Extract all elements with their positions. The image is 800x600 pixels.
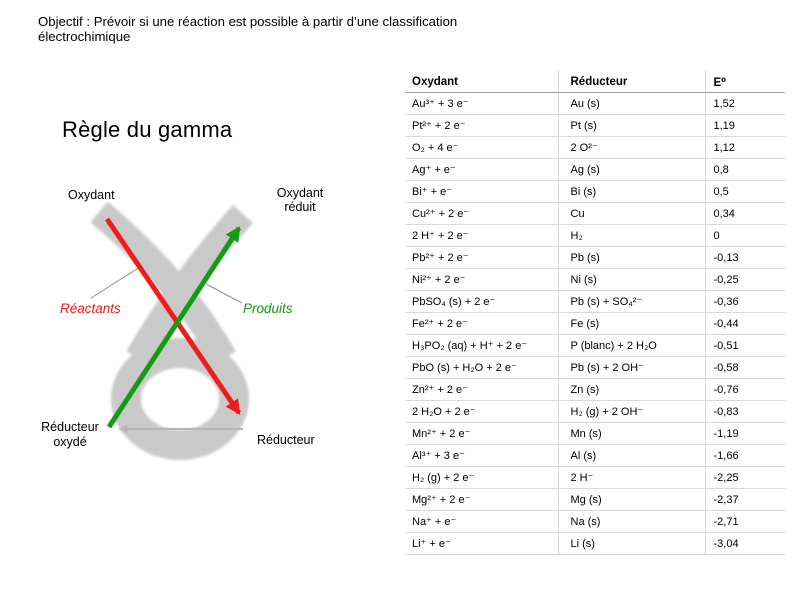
table-cell: -2,71 — [705, 511, 785, 533]
table-cell: Pb (s) + SO₄²⁻ — [558, 291, 705, 313]
column-header-e0: E⁰ — [705, 71, 785, 93]
table-cell: Au (s) — [558, 93, 705, 115]
oxidized-reductant-label — [36, 420, 104, 449]
table-row — [405, 357, 785, 379]
table-cell: Fe²⁺ + 2 e⁻ — [405, 313, 558, 335]
table-row — [405, 511, 785, 533]
table-row — [405, 313, 785, 335]
table-cell: -3,04 — [705, 533, 785, 555]
table-cell: Li⁺ + e⁻ — [405, 533, 558, 555]
table-cell: Mn (s) — [558, 423, 705, 445]
table-cell: 1,52 — [705, 93, 785, 115]
table-cell: Zn²⁺ + 2 e⁻ — [405, 379, 558, 401]
objective-line-2: électrochimique — [38, 28, 131, 44]
objective-text — [38, 15, 457, 44]
table-cell: -0,36 — [705, 291, 785, 313]
table-cell: 0 — [705, 225, 785, 247]
reduced-oxidant-line-2: réduit — [284, 200, 316, 214]
table-cell: Mn²⁺ + 2 e⁻ — [405, 423, 558, 445]
reduced-oxidant-line-1: Oxydant — [276, 186, 324, 200]
table-cell: Cu²⁺ + 2 e⁻ — [405, 203, 558, 225]
products-label: Produits — [243, 301, 293, 316]
table-cell: -0,58 — [705, 357, 785, 379]
reactants-pointer-line — [91, 267, 140, 298]
table-cell: 1,19 — [705, 115, 785, 137]
gamma-rule-title: Règle du gamma — [62, 117, 233, 142]
table-row — [405, 203, 785, 225]
table-cell: Ag⁺ + e⁻ — [405, 159, 558, 181]
table-cell: -1,19 — [705, 423, 785, 445]
reactants-label: Réactants — [60, 301, 121, 316]
table-cell: Al³⁺ + 3 e⁻ — [405, 445, 558, 467]
table-cell: -0,25 — [705, 269, 785, 291]
table-row — [405, 159, 785, 181]
table-cell: 0,34 — [705, 203, 785, 225]
table-cell: Al (s) — [558, 445, 705, 467]
redox-potential-table — [405, 71, 785, 555]
table-cell: H₂ (g) + 2 e⁻ — [405, 467, 558, 489]
reduced-oxidant-label — [266, 186, 334, 214]
table-row — [405, 93, 785, 115]
table-cell: -0,76 — [705, 379, 785, 401]
table-cell: Ni (s) — [558, 269, 705, 291]
table-cell: 2 H⁻ — [558, 467, 705, 489]
table-cell: Na (s) — [558, 511, 705, 533]
table-row — [405, 335, 785, 357]
table-cell: Mg (s) — [558, 489, 705, 511]
table-cell: -0,13 — [705, 247, 785, 269]
table-row — [405, 137, 785, 159]
oxidant-label: Oxydant — [68, 188, 115, 202]
table-cell: H₃PO₂ (aq) + H⁺ + 2 e⁻ — [405, 335, 558, 357]
table-cell: -0,51 — [705, 335, 785, 357]
oxidized-reductant-line-1: Réducteur — [41, 420, 99, 434]
table-row — [405, 225, 785, 247]
table-cell: Bi⁺ + e⁻ — [405, 181, 558, 203]
table-header-row — [405, 71, 785, 93]
table-cell: 0,8 — [705, 159, 785, 181]
table-row — [405, 115, 785, 137]
table-row — [405, 181, 785, 203]
table-cell: H₂ (g) + 2 OH⁻ — [558, 401, 705, 423]
table-cell: 0,5 — [705, 181, 785, 203]
table-cell: Ni²⁺ + 2 e⁻ — [405, 269, 558, 291]
table-cell: Zn (s) — [558, 379, 705, 401]
table-cell: Au³⁺ + 3 e⁻ — [405, 93, 558, 115]
table-cell: -2,37 — [705, 489, 785, 511]
table-cell: O₂ + 4 e⁻ — [405, 137, 558, 159]
table-cell: -0,83 — [705, 401, 785, 423]
table-cell: Ag (s) — [558, 159, 705, 181]
table-cell: 2 O²⁻ — [558, 137, 705, 159]
table-cell: Pb²⁺ + 2 e⁻ — [405, 247, 558, 269]
table-cell: 2 H₂O + 2 e⁻ — [405, 401, 558, 423]
table-cell: Pb (s) + 2 OH⁻ — [558, 357, 705, 379]
table-cell: -0,44 — [705, 313, 785, 335]
column-header-reducteur: Réducteur — [558, 71, 705, 93]
table-row — [405, 467, 785, 489]
table-row — [405, 401, 785, 423]
table-row — [405, 423, 785, 445]
table-row — [405, 379, 785, 401]
table-row — [405, 445, 785, 467]
column-header-oxydant: Oxydant — [405, 71, 558, 93]
table-row — [405, 489, 785, 511]
table-cell: Mg²⁺ + 2 e⁻ — [405, 489, 558, 511]
table-cell: Pt (s) — [558, 115, 705, 137]
table-cell: Pt²⁺ + 2 e⁻ — [405, 115, 558, 137]
table-cell: -2,25 — [705, 467, 785, 489]
products-pointer-line — [206, 284, 242, 303]
table-cell: Li (s) — [558, 533, 705, 555]
table-cell: 1,12 — [705, 137, 785, 159]
table-cell: Na⁺ + e⁻ — [405, 511, 558, 533]
oxidized-reductant-line-2: oxydé — [53, 434, 87, 449]
objective-line-1: Objectif : Prévoir si une réaction est possible à partir d’une classification — [38, 14, 458, 29]
table-cell: PbSO₄ (s) + 2 e⁻ — [405, 291, 558, 313]
table-row — [405, 247, 785, 269]
reductant-label: Réducteur — [257, 433, 315, 447]
table-cell: Cu — [558, 203, 705, 225]
table-cell: 2 H⁺ + 2 e⁻ — [405, 225, 558, 247]
table-cell: Bi (s) — [558, 181, 705, 203]
table-cell: Pb (s) — [558, 247, 705, 269]
table-row — [405, 533, 785, 555]
table-cell: Fe (s) — [558, 313, 705, 335]
table-cell: -1,66 — [705, 445, 785, 467]
table-cell: H₂ — [558, 225, 705, 247]
table-cell: P (blanc) + 2 H₂O — [558, 335, 705, 357]
table-row — [405, 269, 785, 291]
table-cell: PbO (s) + H₂O + 2 e⁻ — [405, 357, 558, 379]
table-row — [405, 291, 785, 313]
